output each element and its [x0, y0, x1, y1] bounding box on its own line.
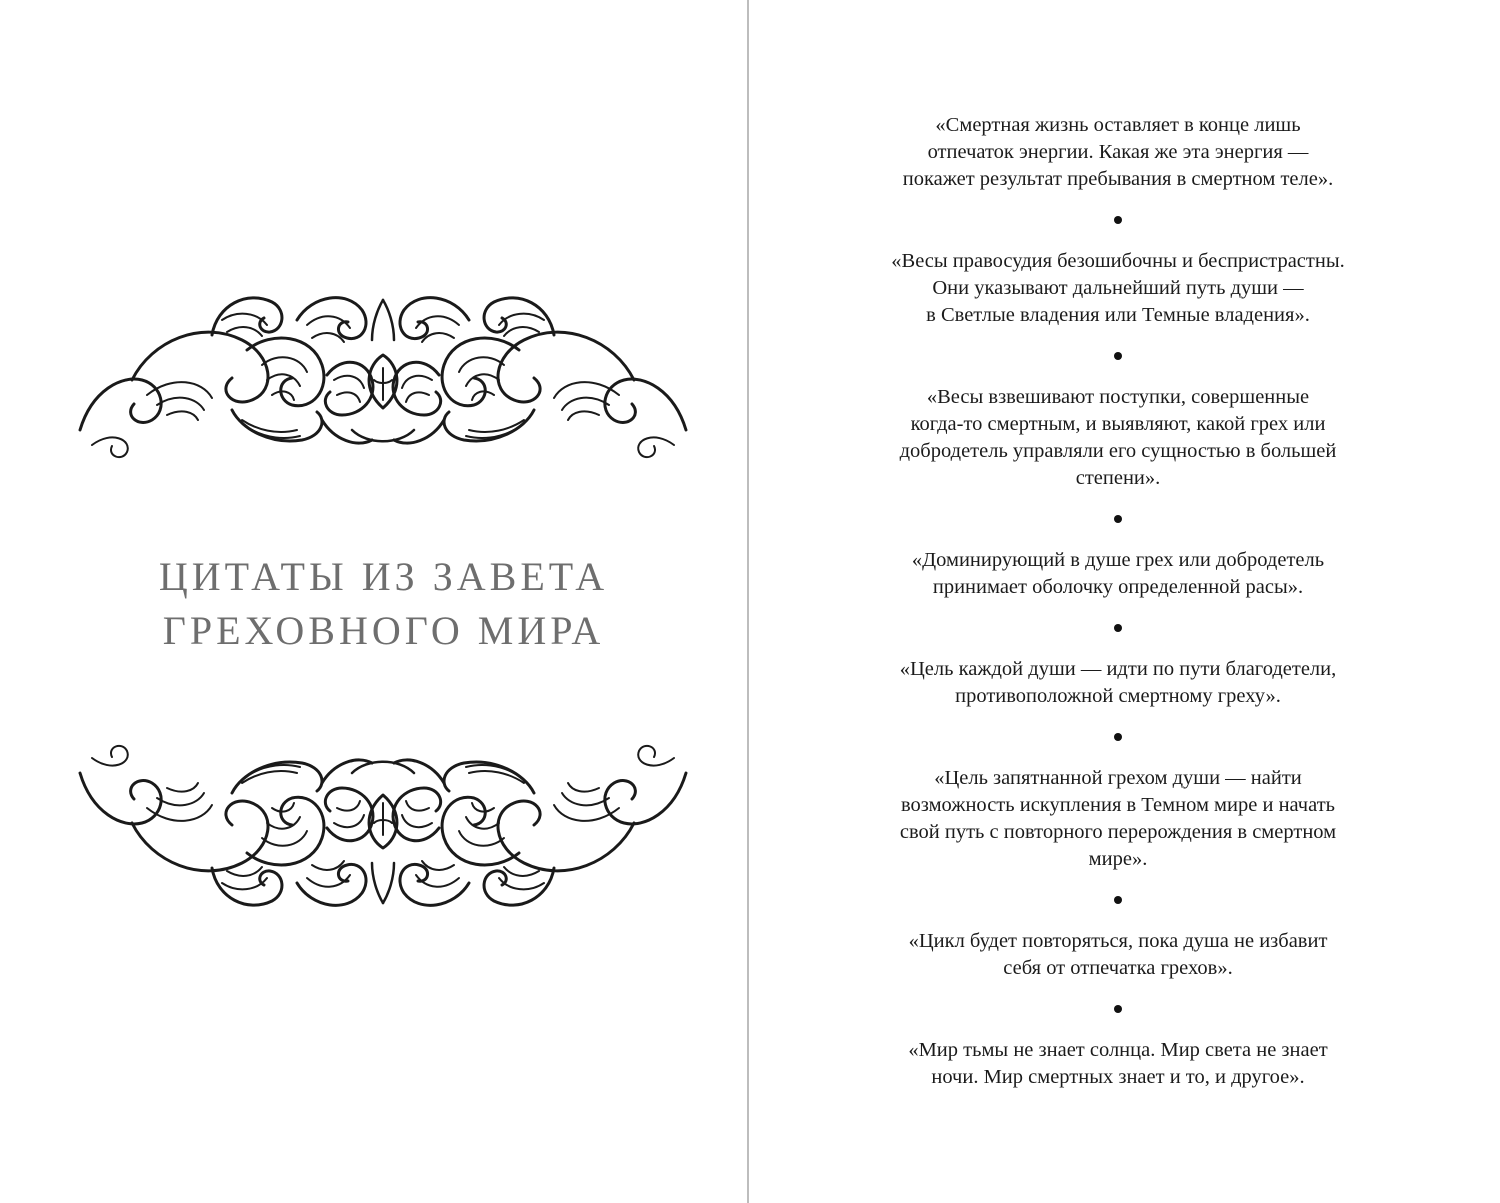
quote-line: «Цель запятнанной грехом души — найти	[934, 767, 1302, 789]
bullet-separator	[848, 601, 1388, 656]
quote-line: когда-то смертным, и выявляют, какой грех или	[910, 413, 1326, 435]
bullet-separator	[848, 193, 1388, 248]
quote-line: противоположной смертному греху».	[955, 685, 1281, 707]
ornament-bottom	[72, 738, 694, 923]
quote-line: «Смертная жизнь оставляет в конце лишь	[935, 114, 1301, 136]
quote-line: себя от отпечатка грехов».	[1003, 957, 1233, 979]
quote-line: «Мир тьмы не знает солнца. Мир света не знает	[908, 1039, 1328, 1061]
book-gutter	[747, 0, 749, 1203]
quote-line: отпечаток энергии. Какая же эта энергия —	[927, 141, 1309, 163]
quote	[848, 112, 1388, 193]
baroque-scroll-icon	[72, 280, 694, 465]
quote-line: «Цикл будет повторяться, пока душа не избавит	[908, 930, 1328, 952]
quote-line: Они указывают дальнейший путь души —	[932, 277, 1304, 299]
quote-line: ночи. Мир смертных знает и то, и другое».	[931, 1066, 1305, 1088]
title-line: ЦИТАТЫ ИЗ ЗАВЕТА	[158, 554, 609, 599]
quote-line: степени».	[1075, 467, 1161, 489]
bullet-separator	[848, 710, 1388, 765]
quote-line: мире».	[1088, 848, 1148, 870]
baroque-scroll-icon	[72, 738, 694, 923]
quotes-list	[848, 112, 1388, 1091]
quote-line: возможность искупления в Темном мире и начать	[900, 794, 1335, 816]
ornament-top	[72, 280, 694, 465]
quote-line: покажет результат пребывания в смертном теле».	[902, 168, 1334, 190]
bullet-separator	[848, 492, 1388, 547]
quote	[848, 248, 1388, 329]
bullet-separator	[848, 873, 1388, 928]
quote-line: в Светлые владения или Темные владения».	[926, 304, 1310, 326]
section-title	[100, 550, 667, 658]
quote	[848, 384, 1388, 492]
title-line: ГРЕХОВНОГО МИРА	[162, 608, 605, 653]
quote	[848, 656, 1388, 710]
quote-line: «Доминирующий в душе грех или добродетель	[911, 549, 1325, 571]
quote	[848, 1037, 1388, 1091]
quote	[848, 765, 1388, 873]
bullet-separator	[848, 329, 1388, 384]
quote-line: «Весы правосудия безошибочны и беспристрастны.	[891, 250, 1345, 272]
quote	[848, 928, 1388, 982]
bullet-separator	[848, 982, 1388, 1037]
quote-line: свой путь с повторного перерождения в смертном	[899, 821, 1337, 843]
quote-line: добродетель управляли его сущностью в большей	[899, 440, 1337, 462]
quote	[848, 547, 1388, 601]
quote-line: принимает оболочку определенной расы».	[932, 576, 1304, 598]
left-page	[0, 0, 747, 1203]
quote-line: «Весы взвешивают поступки, совершенные	[926, 386, 1310, 408]
quote-line: «Цель каждой души — идти по пути благодетели,	[899, 658, 1337, 680]
